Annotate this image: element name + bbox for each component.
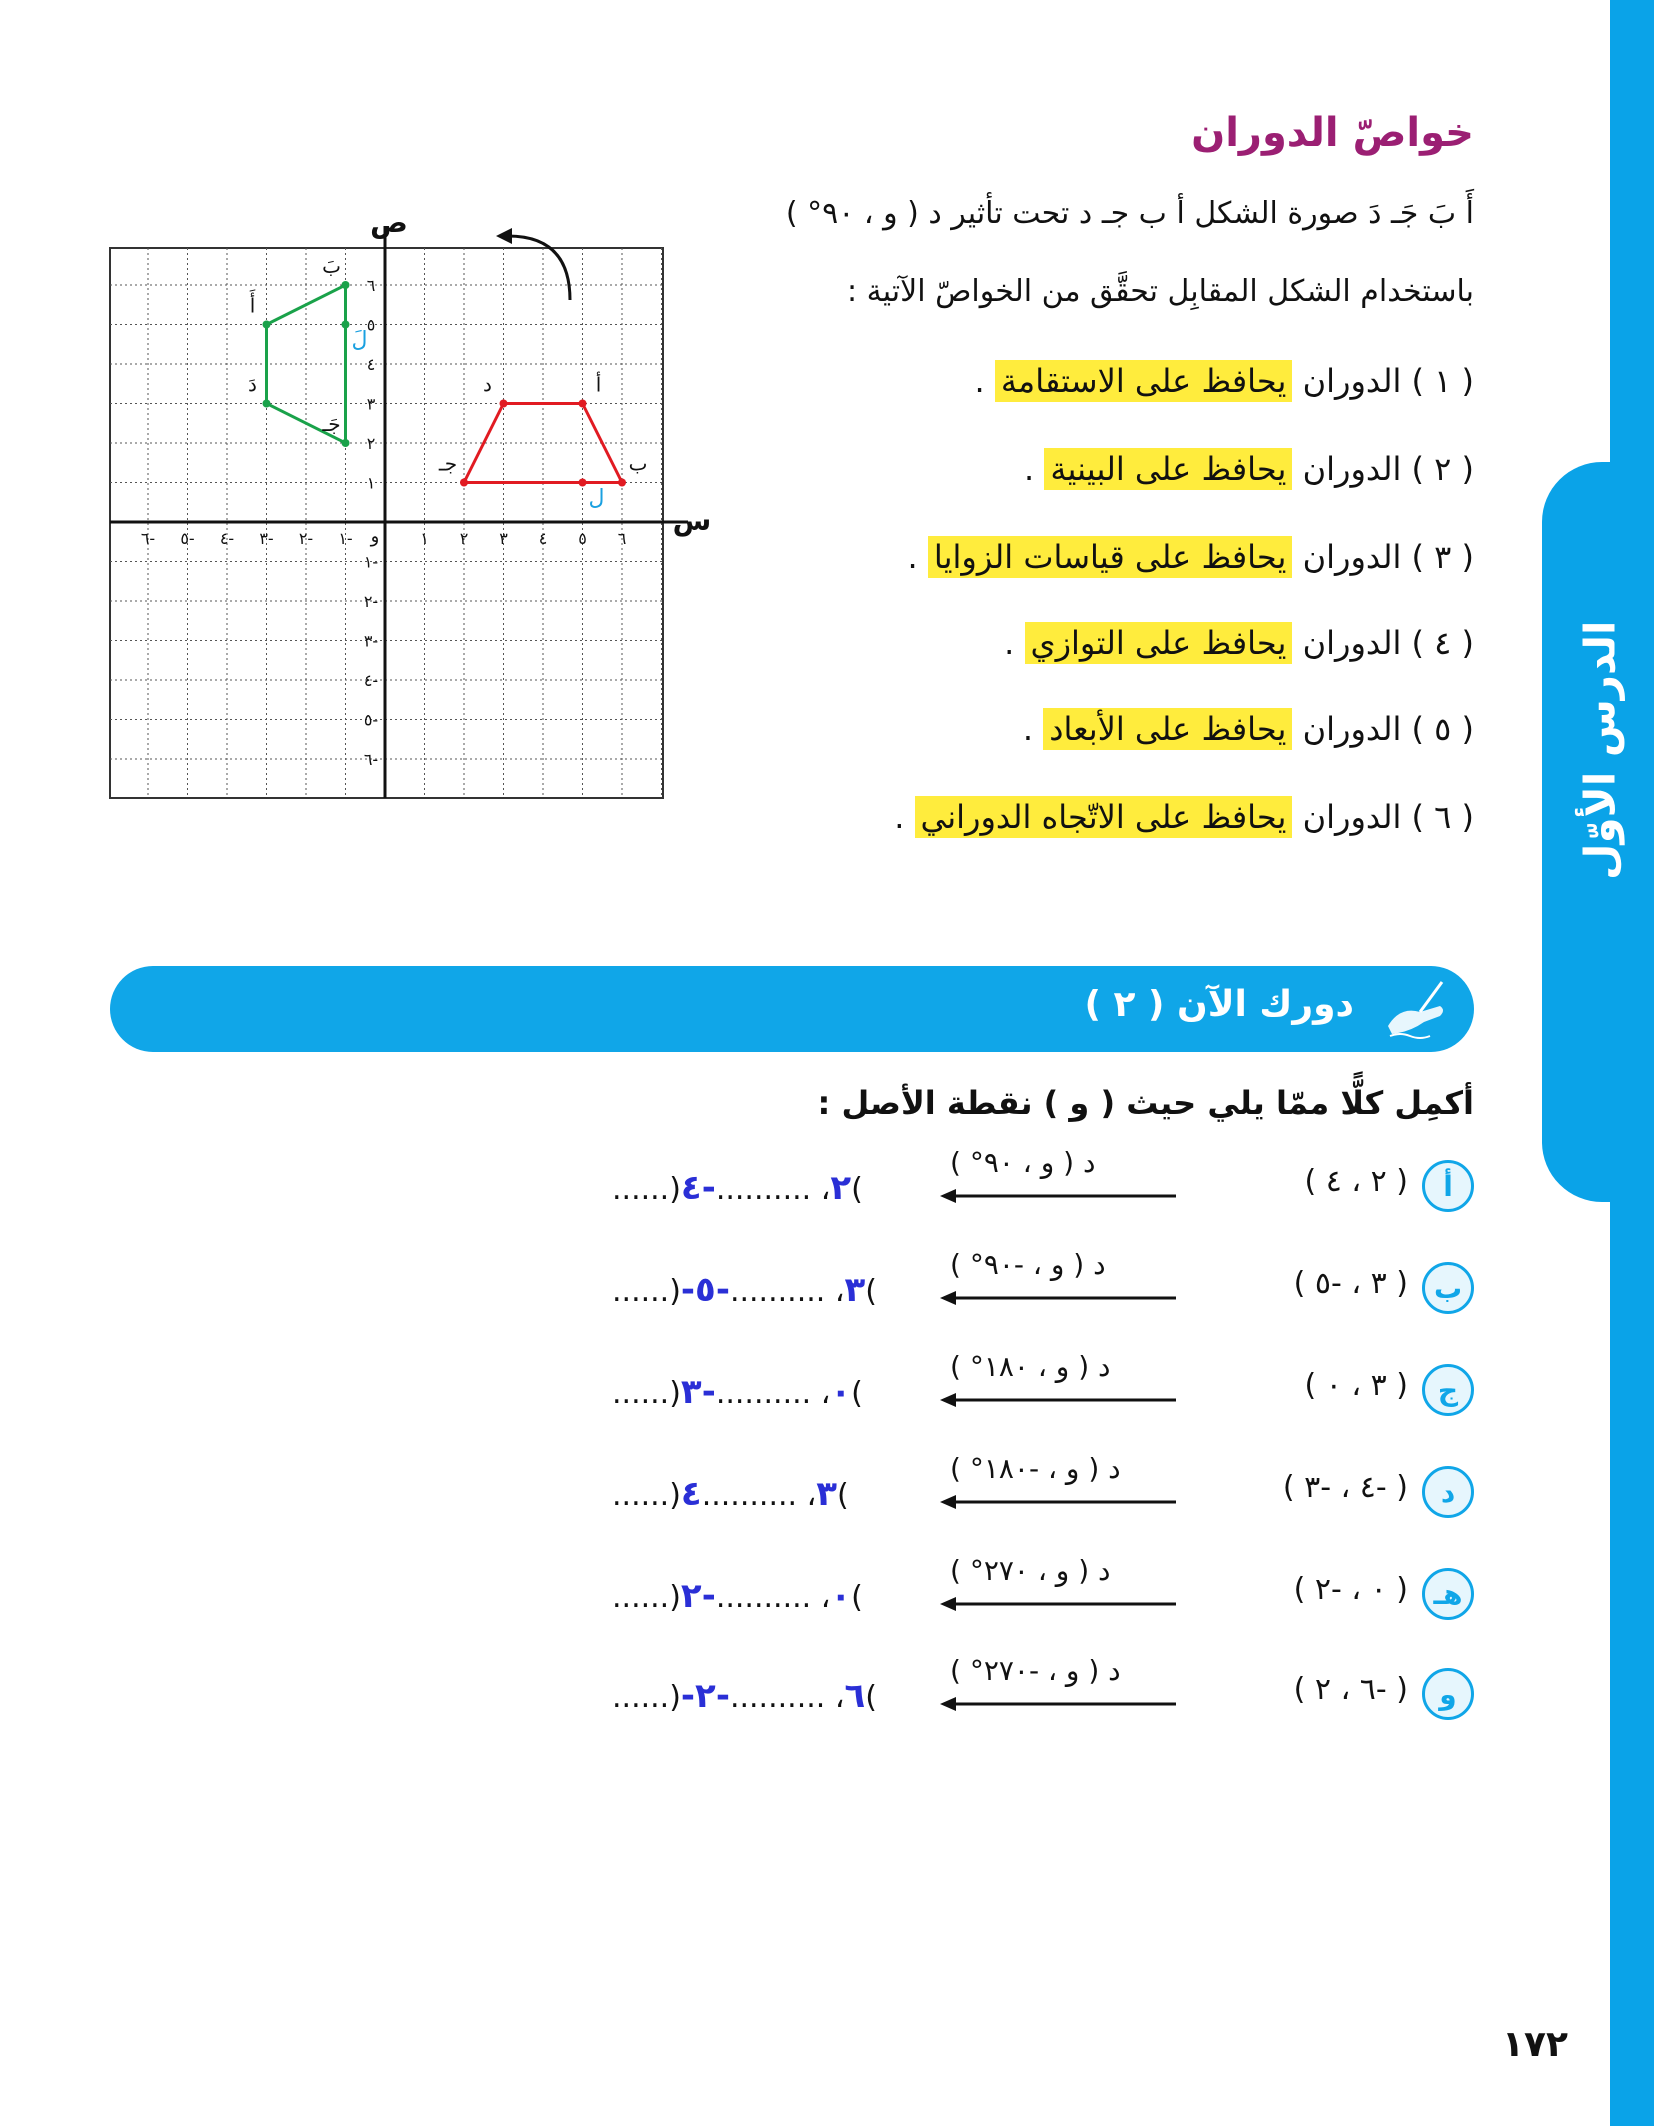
property-number: ( ٦ ) الدوران — [1302, 798, 1474, 836]
original-vertex — [500, 400, 508, 408]
x-tick-label: -٦ — [140, 529, 156, 548]
rotation-label: د ( و ، -٢٧٠° ) — [950, 1654, 1121, 1687]
answer-open: ......) — [612, 1274, 681, 1309]
banner-title: دورك الآن ( ٢ ) — [1084, 984, 1354, 1025]
original-vertex — [618, 479, 626, 487]
answer-sep: ، .......... — [715, 1172, 831, 1207]
image-vertex-label: بَ — [322, 254, 341, 278]
answer-close: ( — [851, 1376, 863, 1411]
page-number: ١٧٢ — [1502, 2024, 1568, 2065]
x-tick-label: ٤ — [538, 529, 548, 548]
property-end: . — [1004, 624, 1015, 662]
property-end: . — [894, 798, 905, 836]
answer-sep: ، .......... — [729, 1680, 845, 1715]
answer-sep: ، .......... — [715, 1580, 831, 1615]
x-tick-label: -٣ — [259, 529, 274, 548]
property-item — [1023, 710, 1474, 748]
answer-y: ٣ — [816, 1474, 838, 1514]
x-tick-label: ١ — [420, 529, 429, 548]
property-item — [908, 538, 1474, 576]
answer-close: ( — [851, 1172, 863, 1207]
original-vertex-label: جـ — [438, 451, 458, 476]
answer-sep: ، .......... — [701, 1478, 817, 1513]
property-number: ( ٢ ) الدوران — [1302, 450, 1474, 488]
y-tick-label: ٣ — [366, 394, 376, 414]
rotation-arrow — [508, 236, 570, 300]
answer-field[interactable] — [612, 1270, 877, 1310]
original-vertex-label: أ — [595, 372, 602, 397]
coordinate-grid — [108, 206, 712, 807]
property-highlight: يحافظ على البينية — [1044, 448, 1292, 490]
y-tick-label: -٥ — [363, 710, 379, 730]
section-title: خواصّ الدوران — [1191, 110, 1474, 156]
intro-line-2: باستخدام الشكل المقابِل تحقَّق من الخواصّ الآتية : — [847, 274, 1474, 309]
answer-close: ( — [865, 1680, 878, 1715]
answer-sep: ، .......... — [729, 1274, 845, 1309]
answer-open: ......) — [612, 1172, 681, 1207]
x-tick-label: ٢ — [459, 529, 469, 548]
property-number: ( ٣ ) الدوران — [1302, 538, 1474, 576]
exercise-row — [0, 1146, 1654, 1250]
image-vertex — [342, 439, 350, 447]
answer-field[interactable] — [612, 1474, 849, 1514]
exercise-letter: هـ — [1422, 1568, 1474, 1620]
x-tick-label: -٤ — [219, 529, 235, 548]
arrow-left-icon — [940, 1492, 1180, 1512]
answer-sep: ، .......... — [715, 1376, 831, 1411]
answer-field[interactable] — [612, 1676, 877, 1716]
original-mid-point — [579, 479, 587, 487]
y-tick-label: ١ — [366, 473, 376, 493]
answer-open: ......) — [612, 1580, 681, 1615]
x-tick-label: ٣ — [499, 529, 508, 548]
exercise-row — [0, 1554, 1654, 1658]
image-vertex-label: أَ — [249, 293, 256, 318]
exercise-row — [0, 1248, 1654, 1352]
y-tick-label: -٣ — [363, 631, 379, 651]
image-vertex-label: دَ — [248, 372, 257, 397]
property-highlight: يحافظ على قياسات الزوايا — [928, 536, 1293, 578]
original-vertex — [460, 479, 468, 487]
x-axis-label: س — [672, 504, 712, 537]
exercise-row — [0, 1654, 1654, 1758]
arrow-left-icon — [940, 1288, 1180, 1308]
writing-hand-icon — [1380, 976, 1450, 1042]
property-item — [1004, 624, 1474, 662]
original-mid-label: ل — [588, 485, 605, 511]
original-vertex-label: ب — [628, 451, 648, 476]
property-item — [975, 362, 1474, 400]
y-tick-label: ٤ — [366, 355, 376, 374]
rotation-label: د ( و ، ٢٧٠° ) — [950, 1554, 1111, 1587]
answer-close: ( — [837, 1478, 849, 1513]
y-tick-label: ٥ — [366, 315, 376, 335]
x-tick-label: -٥ — [180, 529, 195, 548]
image-vertex — [263, 321, 271, 329]
answer-open: ......) — [612, 1478, 681, 1513]
exercise-point: ( ٠ ، -٢ ) — [1293, 1572, 1408, 1607]
image-mid-label: لَ — [351, 327, 368, 353]
rotation-label: د ( و ، ١٨٠° ) — [950, 1350, 1111, 1383]
exercise-letter: ج — [1422, 1364, 1474, 1416]
rotation-label: د ( و ، -٩٠° ) — [950, 1248, 1106, 1281]
property-item — [894, 798, 1474, 836]
answer-x: -٣ — [680, 1372, 716, 1412]
intro-line-1: أَ بَ جَـ دَ صورة الشكل أ ب جـ د تحت تأثير د ( و ، ٩٠° ) — [785, 196, 1474, 231]
exercise-point: ( ٣ ، -٥ ) — [1293, 1266, 1408, 1301]
image-vertex — [263, 400, 271, 408]
y-tick-label: -٤ — [363, 671, 379, 690]
property-end: . — [974, 362, 985, 400]
exercise-letter: د — [1422, 1466, 1474, 1518]
y-tick-label: -٢ — [363, 592, 379, 611]
exercise-point: ( -٤ ، -٣ ) — [1282, 1470, 1408, 1505]
y-tick-label: ٢ — [366, 434, 376, 453]
rotation-label: د ( و ، -١٨٠° ) — [950, 1452, 1121, 1485]
rotation-arrow-head — [496, 228, 512, 244]
answer-x: -٢ — [680, 1576, 716, 1616]
answer-close: ( — [865, 1274, 878, 1309]
answer-open: ......) — [612, 1376, 681, 1411]
property-highlight: يحافظ على الاستقامة — [995, 360, 1293, 402]
y-tick-label: ٦ — [366, 276, 376, 295]
arrow-left-icon — [940, 1186, 1180, 1206]
lesson-tab-label: الدرس الأوّل — [1575, 620, 1625, 880]
y-axis-label: ص — [370, 206, 408, 239]
exercise-row — [0, 1452, 1654, 1556]
property-highlight: يحافظ على الأبعاد — [1043, 708, 1292, 750]
exercise-letter: ب — [1422, 1262, 1474, 1314]
exercise-point: ( ٣ ، ٠ ) — [1304, 1368, 1408, 1403]
answer-x: -٤ — [680, 1168, 716, 1208]
arrow-left-icon — [940, 1390, 1180, 1410]
original-vertex — [579, 400, 587, 408]
property-highlight: يحافظ على الاتّجاه الدوراني — [915, 796, 1293, 838]
answer-field[interactable] — [612, 1372, 863, 1412]
x-tick-label: -٢ — [298, 529, 314, 548]
exercise-point: ( -٦ ، ٢ ) — [1293, 1672, 1408, 1707]
answer-y: ٠ — [830, 1576, 852, 1616]
answer-close: ( — [851, 1580, 863, 1615]
image-mid-point — [342, 321, 350, 329]
x-tick-label: ٥ — [578, 529, 587, 548]
answer-open: ......) — [612, 1680, 681, 1715]
image-vertex — [342, 281, 350, 289]
answer-x: -٥ — [695, 1270, 730, 1310]
arrow-left-icon — [940, 1594, 1180, 1614]
rotation-label: د ( و ، ٩٠° ) — [950, 1146, 1096, 1179]
answer-y: ٢ — [830, 1168, 852, 1208]
property-number: ( ٥ ) الدوران — [1302, 710, 1474, 748]
property-number: ( ١ ) الدوران — [1302, 362, 1474, 400]
exercise-point: ( ٢ ، ٤ ) — [1304, 1164, 1408, 1199]
image-vertex-label: جَـ — [322, 412, 341, 436]
origin-label: و — [370, 526, 380, 547]
answer-field[interactable] — [612, 1168, 863, 1208]
exercise-letter: و — [1422, 1668, 1474, 1720]
exercise-instruction: أكمِل كلًّا ممّا يلي حيث ( و ) نقطة الأصل : — [817, 1084, 1474, 1122]
y-tick-label: -١ — [363, 552, 379, 572]
your-turn-banner — [110, 966, 1474, 1052]
property-item — [1024, 450, 1474, 488]
answer-y: -٦ — [680, 1676, 866, 1716]
property-end: . — [1022, 710, 1034, 748]
answer-field[interactable] — [612, 1576, 863, 1616]
property-number: ( ٤ ) الدوران — [1302, 624, 1474, 662]
exercise-row — [0, 1350, 1654, 1454]
y-tick-label: -٦ — [363, 750, 379, 769]
original-vertex-label: د — [483, 372, 492, 397]
answer-x: ٤ — [680, 1474, 702, 1514]
property-end: . — [907, 538, 918, 576]
answer-y: -٣ — [680, 1270, 866, 1310]
arrow-left-icon — [940, 1694, 1180, 1714]
property-highlight: يحافظ على التوازي — [1025, 622, 1293, 664]
answer-y: ٠ — [830, 1372, 852, 1412]
property-end: . — [1023, 450, 1035, 488]
x-tick-label: ٦ — [617, 529, 627, 548]
x-tick-label: -١ — [338, 529, 353, 548]
exercise-letter: أ — [1422, 1160, 1474, 1212]
answer-x: -٢ — [695, 1676, 730, 1716]
